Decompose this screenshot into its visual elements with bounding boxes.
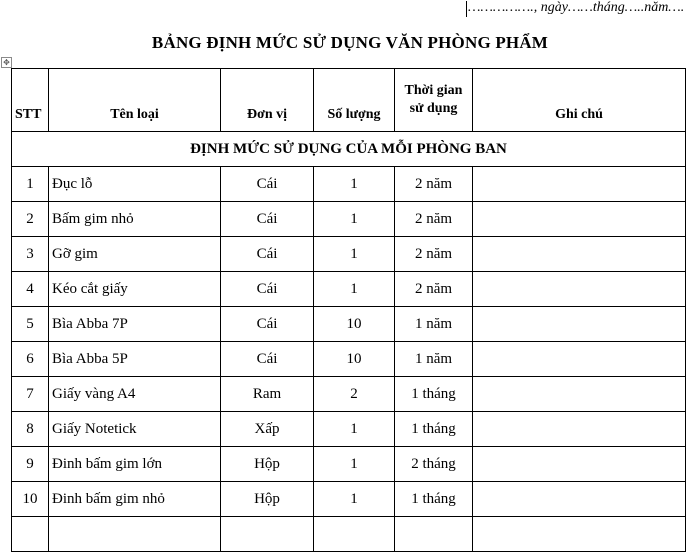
row-stt[interactable]: 1 [12, 167, 49, 202]
row-time[interactable]: 1 năm [395, 342, 473, 377]
row-time[interactable]: 1 năm [395, 307, 473, 342]
table-row [12, 272, 686, 307]
row-stt[interactable]: 4 [12, 272, 49, 307]
row-note[interactable] [473, 272, 686, 307]
row-note[interactable] [473, 412, 686, 447]
table-row [12, 342, 686, 377]
table-row [12, 412, 686, 447]
row-note[interactable] [473, 447, 686, 482]
row-name[interactable]: Bấm gim nhỏ [49, 202, 221, 237]
row-unit[interactable]: Xấp [221, 412, 314, 447]
row-stt[interactable]: 8 [12, 412, 49, 447]
row-note[interactable] [473, 377, 686, 412]
row-time[interactable]: 1 tháng [395, 412, 473, 447]
row-note[interactable] [473, 307, 686, 342]
row-stt[interactable]: 2 [12, 202, 49, 237]
row-unit[interactable]: Cái [221, 307, 314, 342]
date-line[interactable]: ……………., ngày……tháng…..năm…. [468, 0, 685, 15]
row-stt[interactable]: 6 [12, 342, 49, 377]
table-row [12, 307, 686, 342]
row-qty[interactable]: 1 [314, 202, 395, 237]
row-unit[interactable]: Hộp [221, 447, 314, 482]
row-name[interactable]: Đinh bấm gim lớn [49, 447, 221, 482]
header-qty[interactable]: Số lượng [314, 69, 395, 132]
row-qty[interactable]: 1 [314, 482, 395, 517]
row-note[interactable] [473, 167, 686, 202]
row-time[interactable]: 1 tháng [395, 377, 473, 412]
row-note[interactable] [473, 202, 686, 237]
table-row [12, 482, 686, 517]
row-time[interactable]: 1 tháng [395, 482, 473, 517]
table-row [12, 237, 686, 272]
row-qty[interactable]: 1 [314, 447, 395, 482]
row-qty[interactable]: 1 [314, 412, 395, 447]
row-name[interactable]: Đinh bấm gim nhỏ [49, 482, 221, 517]
row-qty[interactable]: 1 [314, 272, 395, 307]
table-header-row [12, 69, 686, 132]
row-time[interactable]: 2 năm [395, 237, 473, 272]
stationery-norm-table [11, 68, 686, 552]
row-qty[interactable]: 1 [314, 237, 395, 272]
row-name[interactable]: Bìa Abba 7P [49, 307, 221, 342]
row-qty[interactable]: 10 [314, 342, 395, 377]
row-unit[interactable]: Ram [221, 377, 314, 412]
row-time[interactable]: 2 năm [395, 272, 473, 307]
row-qty[interactable]: 2 [314, 377, 395, 412]
table-row [12, 447, 686, 482]
table-move-handle-icon[interactable]: ✥ [1, 57, 12, 68]
row-qty[interactable]: 10 [314, 307, 395, 342]
header-time-line2: sử dụng [409, 101, 458, 116]
row-note[interactable] [473, 237, 686, 272]
header-name[interactable]: Tên loại [49, 69, 221, 132]
row-name[interactable]: Gỡ gim [49, 237, 221, 272]
row-time[interactable]: 2 tháng [395, 447, 473, 482]
row-stt[interactable]: 5 [12, 307, 49, 342]
row-unit[interactable]: Cái [221, 342, 314, 377]
table-row [12, 167, 686, 202]
header-note[interactable]: Ghi chú [473, 69, 686, 132]
row-unit[interactable]: Cái [221, 237, 314, 272]
row-unit[interactable]: Cái [221, 272, 314, 307]
table-row [12, 377, 686, 412]
document-title[interactable]: BẢNG ĐỊNH MỨC SỬ DỤNG VĂN PHÒNG PHẨM [151, 33, 549, 52]
row-stt[interactable]: 10 [12, 482, 49, 517]
header-unit[interactable]: Đơn vị [221, 69, 314, 132]
row-unit[interactable]: Hộp [221, 482, 314, 517]
row-name[interactable]: Kéo cắt giấy [49, 272, 221, 307]
row-note[interactable] [473, 482, 686, 517]
row-stt[interactable]: 3 [12, 237, 49, 272]
header-stt[interactable]: STT [12, 69, 49, 132]
row-name[interactable]: Đục lỗ [49, 167, 221, 202]
text-cursor [466, 1, 467, 17]
row-time[interactable]: 2 năm [395, 167, 473, 202]
section-title[interactable]: ĐỊNH MỨC SỬ DỤNG CỦA MỖI PHÒNG BAN [12, 132, 686, 167]
row-stt[interactable]: 7 [12, 377, 49, 412]
row-name[interactable]: Giấy vàng A4 [49, 377, 221, 412]
header-time-line1: Thời gian [404, 83, 463, 98]
row-name[interactable]: Giấy Notetick [49, 412, 221, 447]
header-time[interactable] [395, 69, 473, 132]
table-row [12, 202, 686, 237]
row-unit[interactable]: Cái [221, 167, 314, 202]
row-note[interactable] [473, 342, 686, 377]
row-stt[interactable]: 9 [12, 447, 49, 482]
row-qty[interactable]: 1 [314, 167, 395, 202]
section-row [12, 132, 686, 167]
row-time[interactable]: 2 năm [395, 202, 473, 237]
row-unit[interactable]: Cái [221, 202, 314, 237]
row-name[interactable]: Bìa Abba 5P [49, 342, 221, 377]
